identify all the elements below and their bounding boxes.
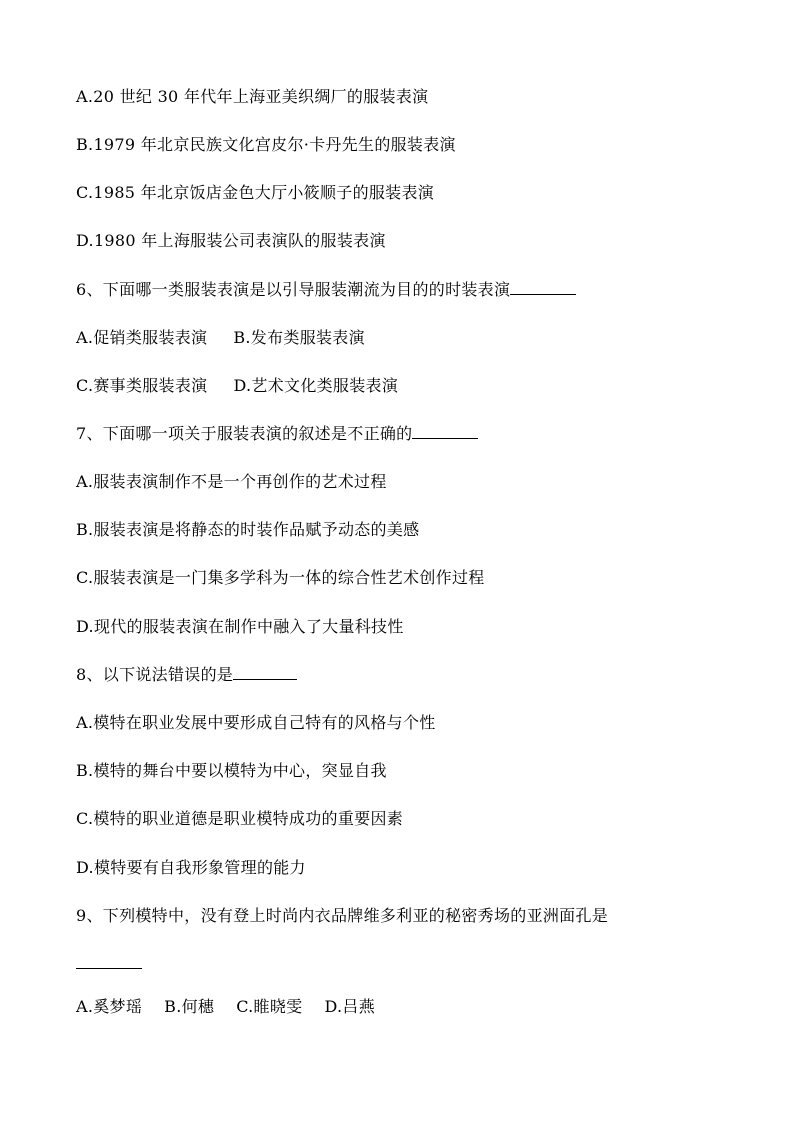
q9-option-b: B.何穗 <box>164 997 215 1016</box>
q5-option-c: C.1985 年北京饭店金色大厅小筱顺子的服装表演 <box>76 183 435 202</box>
q9-options-row <box>76 997 375 1017</box>
q7-answer-blank[interactable] <box>412 424 478 439</box>
q6-options-row-2 <box>76 376 398 396</box>
q8-option-d: D.模特要有自我形象管理的能力 <box>76 858 306 877</box>
q8-option-a: A.模特在职业发展中要形成自己特有的风格与个性 <box>76 713 436 732</box>
q7-option-d: D.现代的服装表演在制作中融入了大量科技性 <box>76 617 404 636</box>
q5-option-b: B.1979 年北京民族文化宫皮尔·卡丹先生的服装表演 <box>76 135 456 154</box>
q7-question <box>76 424 478 444</box>
q7-stem: 7、下面哪一项关于服装表演的叙述是不正确的 <box>76 424 413 443</box>
q9-option-a: A.奚梦瑶 <box>76 997 143 1016</box>
q9-option-d: D.吕燕 <box>324 997 376 1016</box>
q7-option-c: C.服装表演是一门集多学科为一体的综合性艺术创作过程 <box>76 568 485 587</box>
q6-question <box>76 280 576 300</box>
q9-blank-line <box>76 954 142 974</box>
q8-question <box>76 665 297 685</box>
q9-stem: 9、下列模特中，没有登上时尚内衣品牌维多利亚的秘密秀场的亚洲面孔是 <box>76 906 609 925</box>
q9-answer-blank[interactable] <box>76 954 142 969</box>
q6-options-row-1 <box>76 328 365 348</box>
q8-stem: 8、以下说法错误的是 <box>76 665 234 684</box>
q7-option-a: A.服装表演制作不是一个再创作的艺术过程 <box>76 472 387 491</box>
q6-answer-blank[interactable] <box>510 280 576 295</box>
q5-option-d: D.1980 年上海服装公司表演队的服装表演 <box>76 231 386 250</box>
q6-option-b: B.发布类服装表演 <box>233 328 365 347</box>
q6-option-a: A.促销类服装表演 <box>76 328 208 347</box>
q8-answer-blank[interactable] <box>233 665 297 680</box>
q6-option-c: C.赛事类服装表演 <box>76 376 208 395</box>
q6-option-d: D.艺术文化类服装表演 <box>233 376 399 395</box>
q8-option-c: C.模特的职业道德是职业模特成功的重要因素 <box>76 809 404 828</box>
q6-stem: 6、下面哪一类服装表演是以引导服装潮流为目的的时装表演 <box>76 280 511 299</box>
q5-option-a: A.20 世纪 30 年代年上海亚美织绸厂的服装表演 <box>76 87 429 106</box>
q9-option-c: C.睢晓雯 <box>236 997 303 1016</box>
q7-option-b: B.服装表演是将静态的时装作品赋予动态的美感 <box>76 520 420 539</box>
q8-option-b: B.模特的舞台中要以模特为中心，突显自我 <box>76 761 387 780</box>
